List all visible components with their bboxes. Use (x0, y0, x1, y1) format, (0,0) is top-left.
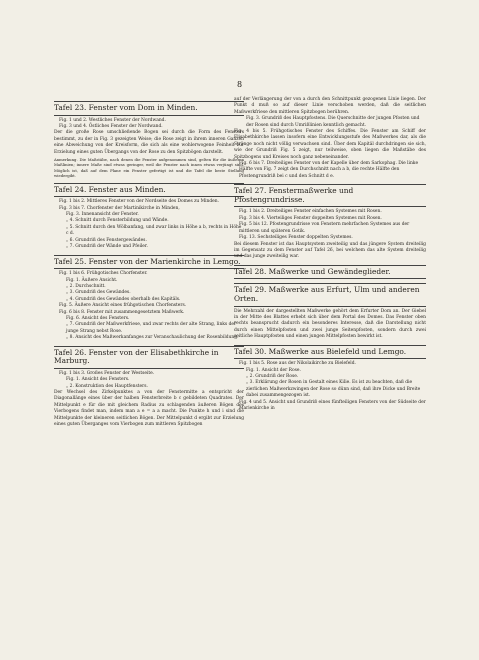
figure-item: Fig. 1 bis 3. Großes Fenster der Westseite. (59, 370, 155, 376)
figure-subitem: „ 2. Grundriß der Rose. (246, 373, 299, 379)
body-paragraph: Der die große Rose umschließende Bogen sei durch die Form des Fensters bestimmt, zu der in Fig. 3 gezeigten Weise; die Rose zeigt in ihrem inneren Ganzen eine Abweichung von der Kreisform, die sich als eine wohlerwogene Feinheit zur Erzielung eines guten Übergangs von der Rose zu den Spitzbögen darstellt. (54, 130, 244, 155)
figure-subitem: „ 8. Ansicht des Maßwerkanfanges zur Veranschaulichung der Rosenbildung. (66, 335, 239, 341)
footnote: Anmerkung. Die Maßstäbe, nach denen die Fenster aufgenommen sind, gelten für die äußeren Maßlinien; innere Maße sind etwas geringer, weil die Fenster nach innen etwas verjüngt sind. Möglich ist, daß auf dem Plane ein Fenster gefertigt ist und die Tafel die beste Stellung wiedergibt. (54, 157, 244, 179)
body-paragraph: auf der Verlängerung der von a durch den Schnittpunkt gezogenen Linie liegen. Der Punkt d muß so auf dieser Linie verschoben werden, daß die seitlichen Maßwerkfriese den mittleren Spitzbogen berühren. (234, 97, 426, 115)
figure-subitem: Fig. 1. Äußere Ansicht. (66, 277, 118, 283)
plate-heading: Tafel 26. Fenster von der Elisabethkirche in Marburg. (54, 347, 219, 366)
figure-subitem: „ 6. Grundriß des Fenstergewändes. (66, 237, 147, 243)
plate-heading-box (234, 184, 426, 207)
figure-item: Fig. 13. Sechsteiliges Fenster doppelten Systemes. (239, 235, 353, 241)
figure-subitem: Fig. 3. Grundriß des Hauptpfostens. Die Querschnitte der jungen Pfosten und der Rosen sind durch Umrißlinien kenntlich gemacht. (246, 116, 420, 128)
figure-subitem: Fig. 1. Ansicht der Rose. (246, 367, 301, 373)
figure-item: Fig. 1 und 2. Westliches Fenster der Nordwand. (59, 117, 166, 123)
plate-heading-box (234, 345, 426, 360)
figure-subitem: „ 7. Grundriß der Wände und Pfeiler. (66, 244, 148, 250)
figure-subitem: „ 4. Grundriß des Gewändes oberhalb des Kapitäls. (66, 296, 181, 302)
plate-heading: Tafel 30. Maßwerke aus Bielefeld und Lemgo. (234, 346, 407, 356)
page-number: 8 (236, 80, 243, 89)
plate-heading: Tafel 25. Fenster von der Marienkirche in Lemgo. (54, 256, 241, 266)
plate-heading: Tafel 29. Maßwerke aus Erfurt, Ulm und anderen Orten. (234, 285, 420, 303)
body-paragraph: Der Wechsel des Zirkelpunktes a von der Fenstermitte a entspricht der Diagonallänge eines über der halben Fensterbreite b c gebildeten Quadrates. Der Mittelpunkt e für die mit gleichem Radius zu schlagenden äußeren Bögen des Vierbogens findet man, indem man a e = a a macht. Die Punkte h und i sind die Mittelpunkte der kleineren seitlichen Bögen. Der Mittelpunkt d ergibt zur Erzielung eines guten Überganges vom Vierbogen zum mittleren Spitzbogen (54, 389, 244, 427)
figure-subitem: „ 3. Erklärung der Rosen in Gestalt eines Kilie. Es ist zu beachten, daß die zierlichen Maßwerkzwingen der Rose so dünn sind, daß ihre Dicke und Breite dabei zusammengezogen ist. (246, 380, 421, 399)
figure-item: Fig. 6 bis 7. Dreiteiliges Fenster von der Kapelle über dem Sarkophag. Die linke Hälfte von Fig. 7 zeigt den Durchschnitt nach a b, die rechte Hälfte den Pfostengrundriß bei c und den Schnitt d e. (239, 161, 419, 179)
plate-heading: Tafel 23. Fenster vom Dom in Minden. (54, 103, 198, 112)
figure-item: Fig. 5 bis 12. Pfostengrundrisse von Fenstern mehrfachen Systemes aus der mittleren und späteren Gotik. (239, 222, 410, 234)
figure-subitem: „ 3. Grundriß des Gewändes. (66, 290, 131, 296)
right-column (234, 97, 426, 412)
figure-item: Fig. 3 bis 4. Vierteiliges Fenster doppelten Systemes mit Rosen. (239, 215, 382, 221)
figure-item: Fig. 4 und 5. Ansicht und Grundriß eines fünfteiligen Fensters von der Südseite der Marienkirche in (239, 399, 426, 411)
figure-subitem: Fig. 3. Innenansicht der Fenster. (66, 212, 139, 218)
figure-item: Fig. 1 bis 2. Dreiteiliges Fenster einfachen Systemes mit Rosen. (239, 209, 382, 215)
plate-heading-box (54, 255, 244, 270)
figure-item: Fig. 3 und 4. Östliches Fenster der Nordwand. (59, 124, 163, 129)
plate-heading-box (54, 183, 244, 198)
figure-subitem: „ 2. Durchschnitt. (66, 283, 106, 289)
figure-subitem: Fig. 6. Ansicht des Fensters. (66, 315, 130, 321)
figure-subitem: „ 4. Schnitt durch Fensterbildung und Wände. (66, 218, 169, 224)
figure-subitem: „ 2. Konstruktion des Hauptfensters. (66, 383, 148, 389)
plate-heading-box (234, 265, 426, 280)
plate-heading: Tafel 24. Fenster aus Minden. (54, 184, 166, 194)
plate-heading: Tafel 27. Fenstermaßwerke und Pfostengrundrisse. (234, 186, 354, 204)
plate-heading-box (54, 346, 244, 369)
figure-item: Fig. 5. Äußere Ansicht eines frühgotischen Chorfensters. (59, 303, 187, 309)
figure-item: Fig. 1 bis 2. Mittleres Fenster von der Nordseite des Domes zu Minden. (59, 199, 219, 205)
body-paragraph: Die Mehrzahl der dargestellten Maßwerke gehört dem Erfurter Dom an. Der Giebel in der Mitte des Blattes erhebt sich über dem Portal des Domes. Das Fenster oben rechts beansprucht dadurch ein besonderes Interesse, daß die Darstellung nicht durch einen Mittelpfosten und zwei junge Seitenpfosten, sondern durch zwei seitliche Hauptpfosten und einen jungen Mittelpfosten bewirkt ist. (234, 308, 426, 340)
figure-item: Fig. 3 bis 7. Chorfenster der Martinikirche in Minden, (59, 205, 180, 211)
body-paragraph: Bei diesem Fenster ist das Hauptsystem zweiteilig und das jüngere System dreiteilig im Gegensatz zu dem Fenster auf Tafel 26, bei welchem das alte System dreiteilig und das junge zweiteilig war. (234, 241, 426, 260)
figure-subitem: „ 5. Schnitt durch den Wölbanfang, und zwar links in Höhe a b, rechts in Höhe c d. (66, 224, 242, 237)
body-paragraph: Fig. 4 bis 5. Frühgotisches Fenster des Schiffes. Die Fenster am Schiff der Elisabethkirche lassen insofern eine Entwicklungsstufe des Maßwerkes dar, als die Stränge noch nicht völlig verwachsen sind. Über dem Kapitäl durchdringen sie sich, wie der Grundriß Fig. 5 zeigt, nur teilweise, oben liegen die Maßstäbe des Spitzbogens und Kreises noch ganz nebeneinander. (234, 129, 426, 160)
figure-item: Fig. 6 bis 8. Fenster mit zusammengesetztem Maßwerk. (59, 309, 185, 315)
plate-heading-box (54, 101, 244, 116)
figure-subitem: Fig. 1. Ansicht des Fensters. (66, 377, 130, 383)
figure-item: Fig. 1 bis 6. Frühgotisches Chorfenster. (59, 271, 148, 277)
figure-item: Fig. 1 bis 5. Rose aus der Nikolaikirche zu Bielefeld. (239, 361, 356, 367)
figure-subitem: „ 7. Grundriß der Maßwerkfriese, und zwar rechts der alte Strang, links der junge Strang nebst Rose. (66, 322, 237, 334)
left-column (54, 97, 244, 428)
plate-heading-box (234, 283, 426, 306)
plate-heading: Tafel 28. Maßwerke und Gewändeglieder. (234, 266, 391, 276)
